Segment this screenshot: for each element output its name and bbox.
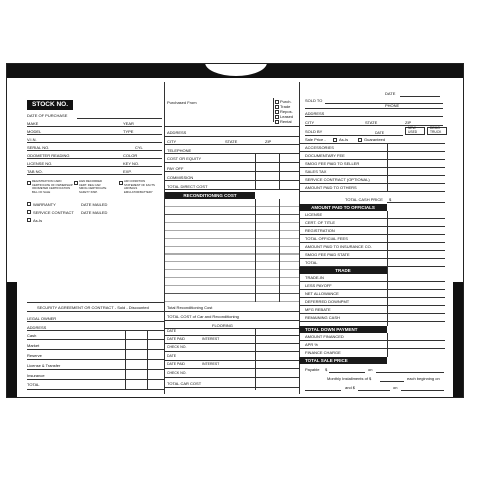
- date-of-purchase-field[interactable]: [77, 118, 162, 119]
- checkbox[interactable]: [119, 181, 123, 185]
- right-address-label: ADDRESS: [305, 111, 325, 116]
- cost-or-equity-field[interactable]: [165, 162, 299, 163]
- divider: [165, 126, 299, 127]
- purchase-checkbox[interactable]: [275, 100, 279, 104]
- as-is-price-label: As-Is: [339, 137, 349, 142]
- color-label: COLOR: [123, 153, 138, 158]
- legal-owner-field[interactable]: [27, 321, 164, 322]
- repos-label: Repos.: [280, 109, 293, 114]
- flooring-interest-label: INTEREST: [202, 337, 220, 341]
- trade-header: TRADE: [299, 267, 387, 274]
- middle-zip-label: ZIP: [265, 139, 272, 144]
- reserve-field[interactable]: [27, 359, 164, 360]
- tab-exp-field[interactable]: [27, 174, 162, 175]
- reconditioning-cost-header: RECONDITIONING COST: [165, 192, 255, 199]
- serial-cyl-field[interactable]: [27, 150, 162, 151]
- vin-field[interactable]: [27, 142, 162, 143]
- middle-address-label: ADDRESS: [167, 130, 187, 135]
- deferred-downpmt-label: DEFERRED DOWNPMT: [305, 299, 350, 304]
- year-label: YEAR: [123, 121, 134, 126]
- tab-no-label: TAB NO.: [27, 169, 43, 174]
- security-agreement-label: SECURITY AGREEMENT OR CONTRACT - Sold - Discounted: [37, 305, 149, 310]
- market-label: Market: [27, 343, 40, 348]
- flooring-check-no-label-2: CHECK NO.: [167, 371, 187, 375]
- market-field[interactable]: [27, 349, 164, 350]
- cost-or-equity-label: COST OR EQUITY: [167, 156, 202, 161]
- leased-label: Leased: [280, 114, 294, 119]
- pay-off-label: PAY OFF: [167, 166, 184, 171]
- divider: [165, 328, 299, 329]
- flooring-field[interactable]: [165, 360, 299, 361]
- smog-fee-seller-label: SMOG FEE PAID TO SELLER: [305, 161, 360, 166]
- used-label: USED: [408, 130, 418, 134]
- guaranteed-checkbox[interactable]: [358, 138, 362, 142]
- middle-state-label: STATE: [225, 139, 238, 144]
- model-type-field[interactable]: [27, 134, 162, 135]
- flooring-field[interactable]: [165, 377, 299, 378]
- phone-field[interactable]: [305, 108, 443, 109]
- mfg-rebate-field[interactable]: [299, 313, 445, 314]
- purchase-type-divider: [273, 98, 274, 122]
- checkbox[interactable]: [27, 181, 31, 185]
- demo-label: DEMO: [430, 126, 440, 130]
- date-mailed-label: DATE MAILED: [81, 202, 108, 207]
- sales-tax-label: SALES TAX: [305, 169, 327, 174]
- service-contract-optional-label: SERVICE CONTRACT (OPTIONAL): [305, 177, 370, 182]
- license-key-field[interactable]: [27, 166, 162, 167]
- finance-charge-label: FINANCE CHARGE: [305, 350, 341, 355]
- total-cash-price-label: TOTAL CASH PRICE: [345, 197, 383, 202]
- total-cash-price-field[interactable]: [387, 202, 445, 203]
- license-fee-label: LICENSE: [305, 212, 323, 217]
- payable-on-label: on: [368, 367, 373, 372]
- left-address-label: ADDRESS: [27, 325, 47, 330]
- total-car-cost-label: TOTAL CAR COST: [167, 381, 202, 386]
- trade-label: Trade: [280, 104, 291, 109]
- flooring-date-label: DATE: [167, 329, 177, 333]
- deferred-downpmt-field[interactable]: [299, 305, 445, 306]
- right-side-band: [453, 282, 463, 397]
- net-allowance-field[interactable]: [299, 297, 445, 298]
- purchased-from-label: Purchased From: [167, 100, 197, 105]
- commission-label: COMMISSION: [167, 175, 194, 180]
- warranty-label: WARRANTY: [33, 202, 56, 207]
- smog-fee-state-field[interactable]: [299, 258, 445, 259]
- each-beginning-label: each beginning on: [407, 376, 440, 381]
- rental-label: Rental: [280, 119, 292, 124]
- flooring-field[interactable]: [165, 351, 299, 352]
- license-transfer-field[interactable]: [27, 369, 164, 370]
- new-label: NEW: [408, 126, 416, 130]
- flooring-amount-divider: [255, 328, 256, 390]
- flooring-field[interactable]: [165, 343, 299, 344]
- odometer-color-field[interactable]: [27, 158, 162, 159]
- right-city-label: CITY: [305, 120, 315, 125]
- sales-tax-field[interactable]: [299, 175, 445, 176]
- mfg-rebate-label: MFG REBATE: [305, 307, 331, 312]
- middle-address-field[interactable]: [165, 136, 299, 137]
- sold-by-field[interactable]: [305, 135, 403, 136]
- document-checklist: REGISTRATION CARD CERTIFICATE OF OWNERSHIP ODOMETER CERTIFICATION BILL OF SALE LIEN RECORDED CERT. REG CAR SMOG CERTIFICATE SAFETY INSP. AIR CONDITION STATEMENT OF FACTS AIR BAGS EMULATOR/BATTERY: [27, 180, 162, 198]
- middle-city-field[interactable]: [165, 144, 299, 145]
- commission-field[interactable]: [165, 180, 299, 181]
- payable-amount-field[interactable]: [329, 372, 365, 373]
- right-city-field[interactable]: [305, 125, 443, 126]
- final-date-field[interactable]: [401, 390, 444, 391]
- divider: [27, 302, 164, 303]
- reserve-label: Reserve: [27, 353, 42, 358]
- total-label: TOTAL: [27, 382, 40, 387]
- stock-number-label: STOCK NO.: [27, 100, 73, 110]
- cert-of-title-label: CERT. OF TITLE: [305, 220, 336, 225]
- date-mailed-label-2: DATE MAILED: [81, 210, 108, 215]
- recon-amount-divider: [255, 199, 256, 302]
- model-label: MODEL: [27, 129, 42, 134]
- total-down-payment-header: TOTAL DOWN PAYMENT: [299, 326, 387, 333]
- accessories-label: ACCESSORIES: [305, 145, 334, 150]
- recon-cents-divider: [279, 199, 280, 302]
- type-label: TYPE: [123, 129, 134, 134]
- legal-owner-label: LEGAL OWNER: [27, 316, 57, 321]
- vin-label: V.I.N.: [27, 137, 37, 142]
- vehicle-deal-jacket-form: [6, 63, 464, 398]
- total-field[interactable]: [27, 389, 164, 390]
- insurance-field[interactable]: [27, 379, 164, 380]
- apr-label: APR %: [305, 342, 318, 347]
- truck-label: TRUCK: [430, 130, 442, 134]
- cash-label: Cash: [27, 333, 37, 338]
- phone-label: PHONE: [385, 103, 400, 108]
- amount-financed-field[interactable]: [299, 340, 445, 341]
- registration-label: REGISTRATION: [305, 228, 335, 233]
- divider: [299, 143, 445, 144]
- odometer-label: ODOMETER READING: [27, 153, 70, 158]
- guaranteed-label: Guaranteed: [364, 137, 386, 142]
- cyl-label: CYL: [135, 145, 143, 150]
- serial-no-label: SERIAL NO.: [27, 145, 50, 150]
- officials-header: AMOUNT PAID TO OFFICIALS: [299, 204, 387, 211]
- registration-field[interactable]: [299, 234, 445, 235]
- remaining-cash-field[interactable]: [299, 321, 445, 322]
- sale-price-label: Sale Price -: [305, 137, 326, 142]
- total-official-fees-label: TOTAL OFFICIAL FEES: [305, 236, 348, 241]
- smog-fee-state-label: SMOG FEE PAID STATE: [305, 252, 350, 257]
- key-no-label: KEY NO.: [123, 161, 140, 166]
- insurance-co-field[interactable]: [299, 250, 445, 251]
- net-allowance-label: NET ALLOWANCE: [305, 291, 339, 296]
- remaining-cash-label: REMAINING CASH: [305, 315, 340, 320]
- smog-fee-seller-field[interactable]: [299, 167, 445, 168]
- divider: [27, 311, 164, 312]
- as-is-label: As-Is: [33, 218, 43, 223]
- amount-paid-others-field[interactable]: [299, 191, 445, 192]
- sold-by-label: SOLD BY: [305, 129, 323, 134]
- header-date-label: DATE: [385, 91, 396, 96]
- flooring-check-no-label: CHECK NO.: [167, 345, 187, 349]
- left-address-field[interactable]: [27, 330, 164, 331]
- pay-off-field[interactable]: [165, 171, 299, 172]
- make-label: MAKE: [27, 121, 39, 126]
- total-sale-price-header: TOTAL SALE PRICE: [299, 357, 387, 364]
- final-amount-field[interactable]: [358, 390, 390, 391]
- monthly-amount-field[interactable]: [380, 381, 404, 382]
- insurance-co-label: AMOUNT PAID TO INSURANCE CO.: [305, 244, 372, 249]
- less-payoff-label: LESS PAYOFF: [305, 283, 332, 288]
- right-address-field[interactable]: [305, 116, 443, 117]
- total-cash-price-dollar: $: [389, 197, 392, 202]
- telephone-label: TELEPHONE: [167, 148, 192, 153]
- amount-financed-label: AMOUNT FINANCED: [305, 334, 344, 339]
- leased-checkbox[interactable]: [275, 115, 279, 119]
- cert-of-title-field[interactable]: [299, 226, 445, 227]
- less-payoff-field[interactable]: [299, 289, 445, 290]
- trade-in-label: TRADE-IN: [305, 275, 324, 280]
- as-is-price-checkbox[interactable]: [333, 138, 337, 142]
- documentary-fee-field[interactable]: [299, 159, 445, 160]
- documentary-fee-label: DOCUMENTARY FEE: [305, 153, 345, 158]
- payable-date-field[interactable]: [376, 372, 444, 373]
- left-side-band: [7, 282, 17, 397]
- header-date-field[interactable]: [400, 96, 440, 97]
- warranty-checkbox[interactable]: [27, 202, 31, 206]
- total-recon-field[interactable]: [165, 311, 299, 312]
- officials-total-label: TOTAL: [305, 260, 318, 265]
- right-state-label: STATE: [365, 120, 378, 125]
- total-cost-field[interactable]: [165, 320, 299, 321]
- service-contract-field[interactable]: [299, 183, 445, 184]
- payable-label: Payable: [305, 367, 320, 372]
- total-cost-label: TOTAL COST of Car and Reconditioning: [167, 314, 239, 319]
- total-direct-cost-label: TOTAL DIRECT COST: [167, 184, 208, 189]
- cash-field[interactable]: [27, 339, 164, 340]
- total-official-fees-field[interactable]: [299, 242, 445, 243]
- flooring-field[interactable]: [165, 335, 299, 336]
- exp-label: EXP.: [123, 169, 132, 174]
- flooring-date-label-2: DATE: [167, 354, 177, 358]
- final-on-label: on: [393, 385, 398, 390]
- flooring-date-paid-label: DATE PAID: [167, 337, 185, 341]
- flooring-date-paid-label-2: DATE PAID: [167, 362, 185, 366]
- checkbox[interactable]: [74, 181, 78, 185]
- sold-by-date-label: DATE: [375, 131, 385, 135]
- trade-in-field[interactable]: [299, 281, 445, 282]
- total-recon-label: Total Reconditioning Cost: [167, 305, 213, 310]
- middle-city-label: CITY: [167, 139, 177, 144]
- purch-label: Purch.: [280, 99, 292, 104]
- date-of-purchase-label: DATE OF PURCHASE: [27, 113, 68, 118]
- repos-checkbox[interactable]: [275, 110, 279, 114]
- insurance-label: Insurance: [27, 373, 45, 378]
- sold-to-field[interactable]: [325, 103, 443, 104]
- beginning-date-field[interactable]: [305, 390, 341, 391]
- sold-to-label: SOLD TO: [305, 98, 323, 103]
- license-transfer-label: License & Transfer: [27, 363, 61, 368]
- flooring-interest-label-2: INTEREST: [202, 362, 220, 366]
- apr-field[interactable]: [299, 348, 445, 349]
- license-fee-field[interactable]: [299, 218, 445, 219]
- accessories-field[interactable]: [299, 151, 445, 152]
- payable-dollar: $: [325, 367, 328, 372]
- flooring-field[interactable]: [165, 368, 299, 369]
- make-year-field[interactable]: [27, 126, 162, 127]
- finance-amount-divider: [387, 333, 388, 357]
- trade-checkbox[interactable]: [275, 105, 279, 109]
- amount-paid-others-label: AMOUNT PAID TO OTHERS: [305, 185, 357, 190]
- license-no-label: LICENSE NO.: [27, 161, 53, 166]
- monthly-installments-label: Monthly Installments of $: [327, 376, 372, 381]
- service-contract-label: SERVICE CONTRACT: [33, 210, 74, 215]
- as-is-checkbox[interactable]: [27, 218, 31, 222]
- right-zip-label: ZIP: [405, 120, 412, 125]
- service-contract-checkbox[interactable]: [27, 210, 31, 214]
- total-direct-cost-field[interactable]: [165, 189, 299, 190]
- and-dollar-label: and $: [345, 385, 356, 390]
- total-car-cost-field[interactable]: [165, 387, 299, 388]
- rental-checkbox[interactable]: [275, 120, 279, 124]
- flooring-label: FLOORING: [212, 323, 233, 328]
